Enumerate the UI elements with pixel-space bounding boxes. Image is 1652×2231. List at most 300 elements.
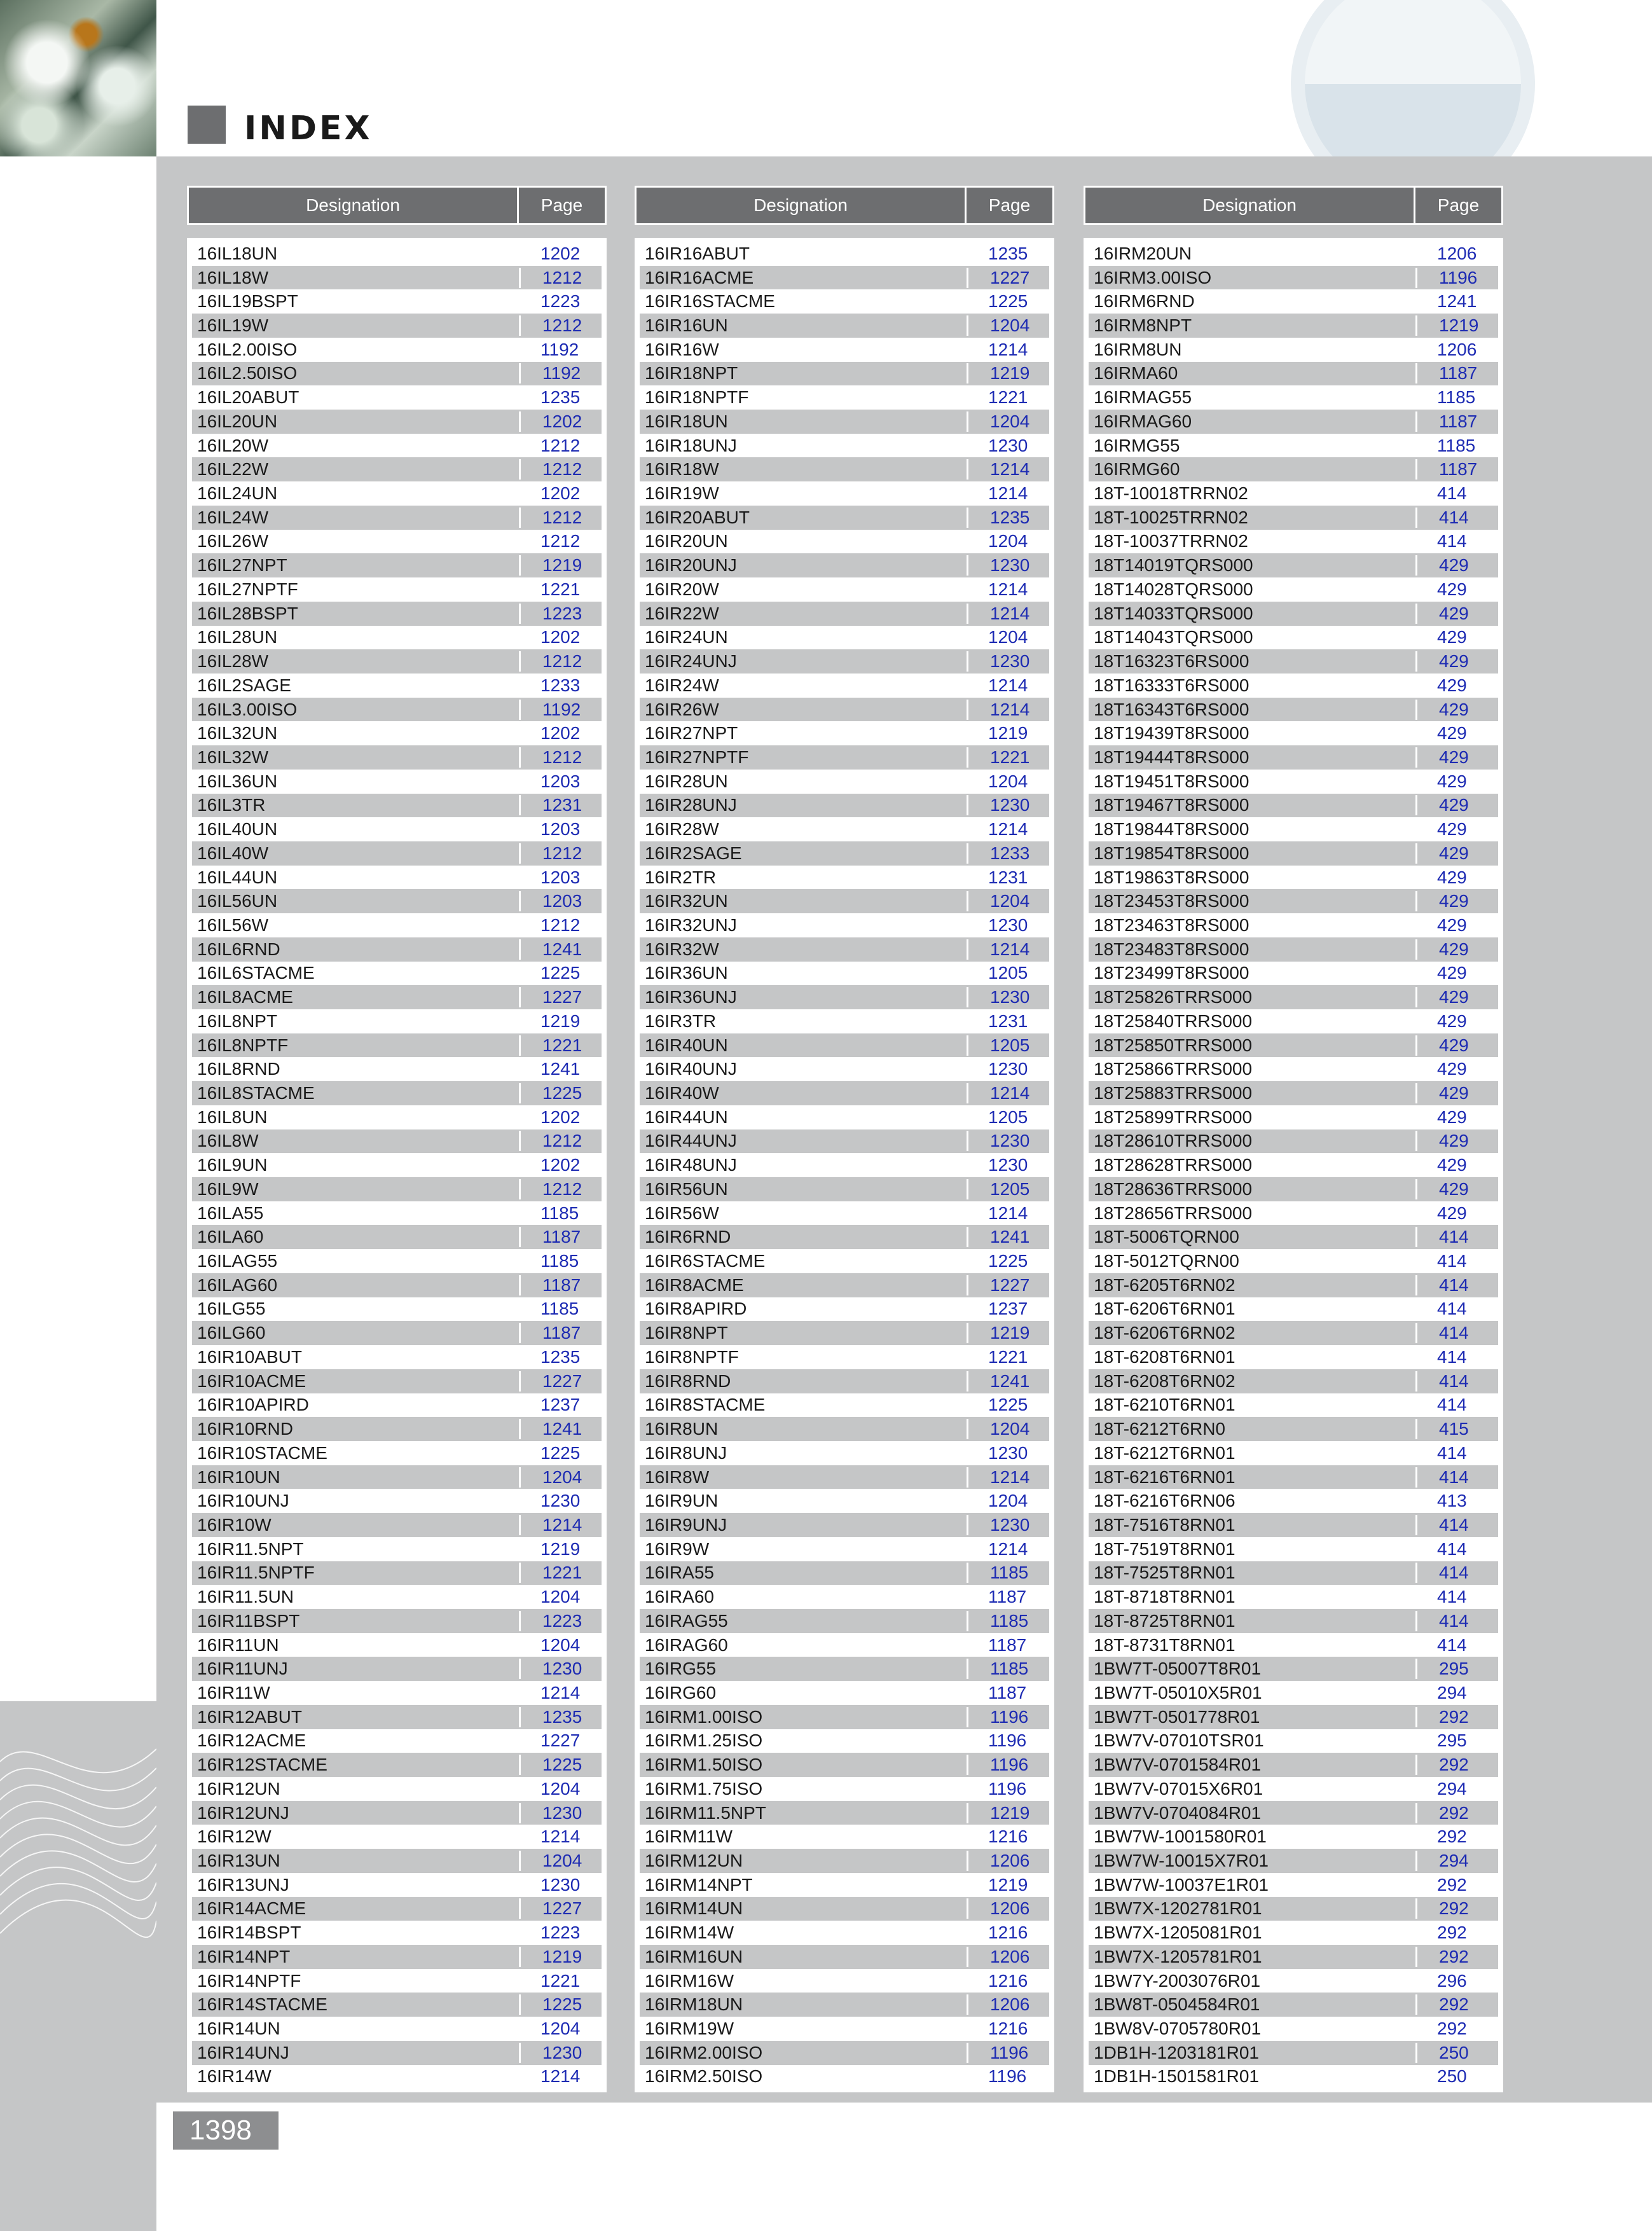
index-row — [640, 1153, 1049, 1177]
designation-cell: 18T28636TRRS000 — [1089, 1179, 1417, 1199]
page-cell[interactable]: 1187 — [988, 1587, 1027, 1607]
designation-cell: 16IL20UN — [192, 411, 521, 432]
index-row — [1089, 1945, 1498, 1969]
page-cell[interactable]: 414 — [1437, 1538, 1467, 1559]
page-cell[interactable]: 429 — [1439, 939, 1469, 959]
index-row — [1089, 1297, 1498, 1322]
page-cell[interactable]: 1223 — [542, 603, 582, 623]
page-cell[interactable]: 1230 — [990, 795, 1030, 815]
page-cell[interactable]: 1227 — [542, 987, 582, 1007]
page-cell[interactable]: 1219 — [542, 1946, 582, 1966]
page-cell[interactable]: 1230 — [988, 1442, 1028, 1463]
designation-cell: 16IR40W — [640, 1083, 968, 1103]
page-cell[interactable]: 1196 — [1439, 267, 1478, 287]
page-cell[interactable]: 1231 — [988, 1011, 1028, 1031]
page-cell[interactable]: 429 — [1439, 987, 1469, 1007]
page-cell[interactable]: 414 — [1437, 1634, 1467, 1655]
designation-cell: 18T25840TRRS000 — [1094, 1011, 1253, 1031]
page-cell[interactable]: 1241 — [1437, 291, 1477, 312]
page-cell[interactable]: 292 — [1437, 2019, 1467, 2039]
page-cell[interactable]: 1235 — [990, 507, 1030, 527]
index-row — [1089, 457, 1498, 481]
page-cell[interactable]: 1221 — [988, 1346, 1028, 1367]
page-cell[interactable]: 1206 — [990, 1851, 1030, 1871]
page-cell[interactable]: 1230 — [542, 1802, 582, 1823]
page-cell[interactable]: 1212 — [542, 507, 582, 527]
page-cell[interactable]: 1212 — [540, 435, 581, 455]
page-cell[interactable]: 1214 — [988, 579, 1028, 599]
page-cell[interactable]: 1204 — [540, 1778, 581, 1799]
page-cell[interactable]: 1212 — [542, 267, 582, 287]
page-cell[interactable]: 1192 — [542, 699, 581, 719]
page-cell[interactable]: 414 — [1439, 1274, 1469, 1295]
page-cell[interactable]: 1231 — [542, 795, 582, 815]
page-cell[interactable]: 1202 — [542, 411, 582, 431]
designation-cell: 16IRM19W — [645, 2019, 734, 2039]
designation-cell: 16IR10ACME — [192, 1371, 521, 1392]
page-cell[interactable]: 1204 — [542, 1467, 582, 1487]
page-cell[interactable]: 429 — [1439, 603, 1469, 623]
page-cell[interactable]: 1219 — [540, 1538, 581, 1559]
page-cell[interactable]: 1221 — [542, 1563, 582, 1583]
page-cell[interactable]: 1204 — [542, 1851, 582, 1871]
page-cell[interactable]: 1219 — [988, 723, 1028, 743]
index-row — [192, 1801, 602, 1825]
page-cell[interactable]: 1227 — [542, 1371, 582, 1391]
page-cell[interactable]: 1230 — [988, 435, 1028, 455]
page-cell[interactable]: 429 — [1437, 1155, 1467, 1175]
designation-cell: 16IR8ACME — [640, 1275, 968, 1295]
page-cell[interactable]: 1206 — [990, 1994, 1030, 2015]
page-cell[interactable]: 1235 — [540, 1346, 581, 1367]
page-cell[interactable]: 429 — [1439, 1083, 1469, 1103]
page-cell[interactable]: 1187 — [542, 1323, 581, 1343]
index-row — [640, 1897, 1049, 1921]
page-cell[interactable]: 292 — [1439, 1994, 1469, 2015]
page-cell[interactable]: 1212 — [542, 459, 582, 480]
page-cell[interactable]: 1185 — [990, 1563, 1029, 1583]
page-cell[interactable]: 1204 — [988, 1491, 1028, 1511]
page-cell[interactable]: 414 — [1437, 1395, 1467, 1415]
page-cell[interactable]: 1231 — [988, 867, 1028, 887]
page-cell[interactable]: 1204 — [540, 1587, 581, 1607]
designation-cell: 16IR10RND — [192, 1419, 521, 1439]
page-cell[interactable]: 1204 — [990, 411, 1030, 431]
designation-cell: 16IRM1.50ISO — [640, 1755, 968, 1775]
page-cell[interactable]: 1216 — [988, 2019, 1028, 2039]
designation-cell: 18T19863T8RS000 — [1094, 867, 1249, 887]
page-cell[interactable]: 1214 — [988, 1538, 1028, 1559]
page-cell[interactable]: 414 — [1437, 1346, 1467, 1367]
page-cell[interactable]: 414 — [1437, 1251, 1467, 1271]
page-cell[interactable]: 292 — [1437, 1827, 1467, 1847]
page-cell[interactable]: 1202 — [540, 627, 581, 647]
page-cell[interactable]: 1230 — [990, 1514, 1030, 1535]
page-cell[interactable]: 1203 — [540, 867, 581, 887]
index-row — [640, 1177, 1049, 1201]
page-cell[interactable]: 1230 — [988, 915, 1028, 935]
page-cell[interactable]: 292 — [1437, 1874, 1467, 1895]
page-cell[interactable]: 1187 — [1439, 459, 1478, 480]
page-cell[interactable]: 1241 — [990, 1227, 1030, 1247]
designation-cell: 18T-6206T6RN02 — [1089, 1323, 1417, 1343]
page-cell[interactable]: 1221 — [990, 747, 1030, 767]
page-cell[interactable]: 1230 — [990, 1131, 1030, 1151]
page-cell[interactable]: 1205 — [990, 1178, 1030, 1199]
page-cell[interactable]: 1196 — [990, 1755, 1029, 1775]
page-cell[interactable]: 429 — [1437, 627, 1467, 647]
designation-cell: 16IL26W — [197, 531, 269, 551]
designation-cell: 16IR24W — [645, 675, 719, 695]
page-cell[interactable]: 1219 — [990, 1323, 1030, 1343]
index-row — [1089, 1705, 1498, 1729]
page-cell[interactable]: 1196 — [988, 1778, 1027, 1799]
designation-cell: 18T-7525T8RN01 — [1089, 1563, 1417, 1583]
page-cell[interactable]: 1221 — [988, 387, 1028, 408]
page-cell[interactable]: 429 — [1439, 699, 1469, 719]
page-cell[interactable]: 1185 — [990, 1659, 1029, 1679]
page-cell[interactable]: 429 — [1437, 867, 1467, 887]
page-cell[interactable]: 1230 — [542, 2042, 582, 2062]
page-cell[interactable]: 1204 — [540, 2019, 581, 2039]
index-row — [640, 602, 1049, 626]
index-row — [1089, 1753, 1498, 1777]
index-row — [640, 1057, 1049, 1081]
page-cell[interactable]: 1206 — [1437, 243, 1477, 263]
designation-cell: 1BW7W-10015X7R01 — [1089, 1851, 1417, 1871]
page-cell[interactable]: 1185 — [1437, 387, 1476, 408]
page-cell[interactable]: 1212 — [540, 915, 581, 935]
page-cell[interactable]: 1230 — [990, 555, 1030, 576]
page-cell[interactable]: 1219 — [1439, 315, 1479, 336]
page-cell[interactable]: 429 — [1439, 1178, 1469, 1199]
page-cell[interactable]: 414 — [1439, 1227, 1469, 1247]
page-cell[interactable]: 1223 — [540, 291, 581, 312]
designation-cell: 18T14043TQRS000 — [1094, 627, 1253, 647]
index-row — [640, 2065, 1049, 2089]
designation-cell: 16IRM14NPT — [645, 1874, 753, 1895]
page-cell[interactable]: 1192 — [542, 363, 581, 383]
page-cell[interactable]: 429 — [1437, 579, 1467, 599]
page-cell[interactable]: 414 — [1437, 1587, 1467, 1607]
page-cell[interactable]: 1192 — [540, 339, 579, 359]
page-cell[interactable]: 1214 — [990, 699, 1030, 719]
page-cell[interactable]: 414 — [1437, 531, 1467, 551]
page-cell[interactable]: 429 — [1439, 843, 1469, 863]
designation-cell: 16IR19W — [645, 483, 719, 504]
page-cell[interactable]: 292 — [1439, 1898, 1469, 1919]
page-cell[interactable]: 1205 — [990, 1035, 1030, 1055]
index-row — [192, 1633, 602, 1657]
page-cell[interactable]: 1196 — [988, 2066, 1027, 2087]
page-cell[interactable]: 1204 — [988, 627, 1028, 647]
index-row — [1089, 434, 1498, 458]
index-row — [1089, 698, 1498, 722]
page-cell[interactable]: 1214 — [990, 603, 1030, 623]
page-cell[interactable]: 1221 — [542, 1035, 582, 1055]
page-cell[interactable]: 1235 — [542, 1706, 582, 1727]
page-cell[interactable]: 414 — [1437, 1299, 1467, 1319]
index-row — [640, 1633, 1049, 1657]
page-cell[interactable]: 1221 — [540, 1970, 581, 1991]
page-cell[interactable]: 1214 — [988, 819, 1028, 839]
page-cell[interactable]: 415 — [1439, 1419, 1469, 1439]
page-cell[interactable]: 1214 — [540, 2066, 581, 2087]
page-cell[interactable]: 1230 — [988, 1059, 1028, 1079]
page-cell[interactable]: 250 — [1439, 2042, 1469, 2062]
page-cell[interactable]: 294 — [1437, 1682, 1467, 1703]
page-cell[interactable]: 414 — [1439, 1371, 1469, 1391]
index-row — [1089, 1465, 1498, 1489]
page-cell[interactable]: 1187 — [1439, 411, 1478, 431]
page-cell[interactable]: 1214 — [988, 675, 1028, 695]
page-cell[interactable]: 1206 — [990, 1898, 1030, 1919]
page-cell[interactable]: 1219 — [990, 363, 1030, 383]
page-cell[interactable]: 1227 — [990, 267, 1030, 287]
page-cell[interactable]: 1219 — [988, 1874, 1028, 1895]
page-cell[interactable]: 1230 — [990, 987, 1030, 1007]
page-cell[interactable]: 1196 — [988, 1730, 1027, 1751]
page-cell[interactable]: 295 — [1437, 1730, 1467, 1751]
page-cell[interactable]: 1212 — [542, 843, 582, 863]
designation-cell: 16IR40UNJ — [645, 1059, 737, 1079]
page-cell[interactable]: 1227 — [990, 1274, 1030, 1295]
page-cell[interactable]: 1225 — [542, 1083, 582, 1103]
designation-cell: 16IRM18UN — [640, 1994, 968, 2015]
page-cell[interactable]: 1219 — [990, 1802, 1030, 1823]
page-cell[interactable]: 1227 — [540, 1730, 581, 1751]
page-cell[interactable]: 1212 — [542, 651, 582, 672]
page-cell[interactable]: 294 — [1439, 1851, 1469, 1871]
page-cell[interactable]: 1185 — [1437, 435, 1476, 455]
page-cell[interactable]: 1216 — [988, 1923, 1028, 1943]
page-cell[interactable]: 1214 — [990, 939, 1030, 959]
index-row — [640, 314, 1049, 338]
page-cell[interactable]: 429 — [1437, 723, 1467, 743]
page-cell[interactable]: 1206 — [990, 1946, 1030, 1966]
page-cell[interactable]: 1204 — [988, 771, 1028, 791]
page-cell[interactable]: 292 — [1439, 1706, 1469, 1727]
page-cell[interactable]: 429 — [1439, 795, 1469, 815]
page-cell[interactable]: 1204 — [990, 891, 1030, 911]
page-cell[interactable]: 429 — [1437, 675, 1467, 695]
index-row — [640, 1513, 1049, 1537]
page-cell[interactable]: 1219 — [540, 1011, 581, 1031]
index-row — [1089, 770, 1498, 794]
page-cell[interactable]: 1219 — [542, 555, 582, 576]
page-cell[interactable]: 1202 — [540, 1107, 581, 1127]
page-cell[interactable]: 1214 — [540, 1827, 581, 1847]
page-cell[interactable]: 1196 — [990, 2042, 1029, 2062]
page-cell[interactable]: 1187 — [542, 1227, 581, 1247]
page-cell[interactable]: 1230 — [990, 651, 1030, 672]
page-cell[interactable]: 292 — [1439, 1755, 1469, 1775]
page-cell[interactable]: 1203 — [542, 891, 582, 911]
page-cell[interactable]: 1212 — [542, 1131, 582, 1151]
page-cell[interactable]: 1237 — [988, 1299, 1028, 1319]
page-cell[interactable]: 1187 — [1439, 363, 1478, 383]
index-row — [1089, 338, 1498, 362]
page-cell[interactable]: 1187 — [988, 1634, 1027, 1655]
page-cell[interactable]: 1185 — [540, 1203, 579, 1223]
designation-cell: 1DB1H-1501581R01 — [1094, 2066, 1259, 2087]
page-cell[interactable]: 1225 — [988, 291, 1028, 312]
page-cell[interactable]: 1205 — [988, 1107, 1028, 1127]
designation-cell: 18T-6212T6RN0 — [1089, 1419, 1417, 1439]
page-cell[interactable]: 429 — [1439, 651, 1469, 672]
page-cell[interactable]: 1230 — [540, 1874, 581, 1895]
page-cell[interactable]: 1206 — [1437, 339, 1477, 359]
page-cell[interactable]: 1204 — [990, 1419, 1030, 1439]
page-cell[interactable]: 429 — [1437, 1011, 1467, 1031]
page-cell[interactable]: 1223 — [540, 1923, 581, 1943]
page-cell[interactable]: 1187 — [988, 1682, 1027, 1703]
page-cell[interactable]: 414 — [1439, 1610, 1469, 1631]
page-cell[interactable]: 1225 — [542, 1994, 582, 2015]
index-row — [192, 673, 602, 698]
page-cell[interactable]: 295 — [1439, 1659, 1469, 1679]
index-row — [1089, 1825, 1498, 1849]
page-cell[interactable]: 414 — [1439, 507, 1469, 527]
page-cell[interactable]: 1204 — [990, 315, 1030, 336]
designation-cell: 16IRMA60 — [1089, 363, 1417, 383]
page-cell[interactable]: 1241 — [542, 1419, 582, 1439]
designation-cell: 16IL19BSPT — [197, 291, 298, 312]
page-cell[interactable]: 292 — [1439, 1946, 1469, 1966]
page-cell[interactable]: 429 — [1437, 819, 1467, 839]
index-row — [640, 794, 1049, 818]
page-cell[interactable]: 429 — [1437, 915, 1467, 935]
page-cell[interactable]: 429 — [1439, 747, 1469, 767]
page-cell[interactable]: 1185 — [540, 1299, 579, 1319]
page-cell[interactable]: 1203 — [540, 771, 581, 791]
index-row — [1089, 1321, 1498, 1345]
page-cell[interactable]: 1235 — [988, 243, 1028, 263]
designation-cell: 18T-7519T8RN01 — [1094, 1538, 1236, 1559]
page-cell[interactable]: 1225 — [988, 1251, 1028, 1271]
page-cell[interactable]: 1221 — [540, 579, 581, 599]
page-cell[interactable]: 294 — [1437, 1778, 1467, 1799]
page-cell[interactable]: 1241 — [540, 1059, 581, 1079]
page-cell[interactable]: 1241 — [990, 1371, 1030, 1391]
page-cell[interactable]: 429 — [1439, 891, 1469, 911]
page-cell[interactable]: 1230 — [542, 1659, 582, 1679]
page-cell[interactable]: 1241 — [542, 939, 582, 959]
designation-cell: 16IR18UNJ — [645, 435, 737, 455]
page-cell[interactable]: 1202 — [540, 723, 581, 743]
page-cell[interactable]: 1214 — [988, 1203, 1028, 1223]
page-cell[interactable]: 1230 — [988, 1155, 1028, 1175]
page-cell[interactable]: 1225 — [542, 1755, 582, 1775]
page-cell[interactable]: 414 — [1439, 1514, 1469, 1535]
page-cell[interactable]: 1203 — [540, 819, 581, 839]
index-row — [192, 1153, 602, 1177]
page-cell[interactable]: 429 — [1439, 555, 1469, 576]
page-cell[interactable]: 1212 — [542, 315, 582, 336]
designation-cell: 18T14019TQRS000 — [1089, 555, 1417, 576]
page-cell[interactable]: 1196 — [990, 1706, 1029, 1727]
page-cell[interactable]: 1185 — [990, 1610, 1029, 1631]
page-cell[interactable]: 414 — [1437, 1442, 1467, 1463]
page-cell[interactable]: 1204 — [988, 531, 1028, 551]
page-cell[interactable]: 1214 — [990, 1467, 1030, 1487]
page-cell[interactable]: 1185 — [540, 1251, 579, 1271]
page-cell[interactable]: 1212 — [542, 1178, 582, 1199]
page-cell[interactable]: 414 — [1439, 1563, 1469, 1583]
page-cell[interactable]: 1202 — [540, 483, 581, 504]
page-cell[interactable]: 1214 — [988, 339, 1028, 359]
index-row — [192, 649, 602, 673]
page-cell[interactable]: 292 — [1439, 1802, 1469, 1823]
page-cell[interactable]: 1227 — [542, 1898, 582, 1919]
designation-cell: 16IR2TR — [645, 867, 717, 887]
index-row — [640, 1033, 1049, 1058]
designation-cell: 16IL27NPT — [192, 555, 521, 576]
designation-cell: 1BW7V-0704084R01 — [1089, 1803, 1417, 1823]
page-cell[interactable]: 1230 — [540, 1491, 581, 1511]
column-header — [635, 186, 1054, 225]
page-cell[interactable]: 1214 — [990, 459, 1030, 480]
page-cell[interactable]: 414 — [1437, 483, 1467, 504]
page-cell[interactable]: 429 — [1439, 1131, 1469, 1151]
designation-cell: 16IR36UN — [645, 963, 728, 983]
page-cell[interactable]: 296 — [1437, 1970, 1467, 1991]
page-cell[interactable]: 1225 — [540, 963, 581, 983]
page-cell[interactable]: 429 — [1437, 1059, 1467, 1079]
page-cell[interactable]: 1225 — [540, 1442, 581, 1463]
page-cell[interactable]: 1204 — [540, 1634, 581, 1655]
designation-cell: 16IRAG55 — [640, 1611, 968, 1631]
page-cell[interactable]: 1237 — [540, 1395, 581, 1415]
page-cell[interactable]: 1223 — [542, 1610, 582, 1631]
page-cell[interactable]: 429 — [1437, 1107, 1467, 1127]
page-cell[interactable]: 1214 — [540, 1682, 581, 1703]
page-cell[interactable]: 429 — [1437, 1203, 1467, 1223]
page-cell[interactable]: 414 — [1439, 1323, 1469, 1343]
page-cell[interactable]: 1214 — [542, 1514, 582, 1535]
page-cell[interactable]: 1235 — [540, 387, 581, 408]
page-cell[interactable]: 429 — [1437, 771, 1467, 791]
designation-cell: 16IL18UN — [197, 243, 278, 263]
index-row — [192, 1393, 602, 1418]
page-cell[interactable]: 1233 — [540, 675, 581, 695]
page-cell[interactable]: 1214 — [988, 483, 1028, 504]
index-row — [1089, 1585, 1498, 1609]
page-cell[interactable]: 250 — [1437, 2066, 1467, 2087]
index-row — [192, 1465, 602, 1489]
designation-cell: 16IL8NPTF — [192, 1035, 521, 1056]
designation-cell: 16IR20ABUT — [640, 508, 968, 528]
page-cell[interactable]: 1216 — [988, 1970, 1028, 1991]
page-cell[interactable]: 292 — [1437, 1923, 1467, 1943]
page-cell[interactable]: 1214 — [990, 1083, 1030, 1103]
designation-cell: 18T-6216T6RN06 — [1094, 1491, 1236, 1511]
page-cell[interactable]: 1216 — [988, 1827, 1028, 1847]
page-cell[interactable]: 429 — [1439, 1035, 1469, 1055]
page-cell[interactable]: 1205 — [988, 963, 1028, 983]
page-cell[interactable]: 1187 — [542, 1274, 581, 1295]
page-cell[interactable]: 1225 — [988, 1395, 1028, 1415]
page-cell[interactable]: 1202 — [540, 1155, 581, 1175]
page-cell[interactable]: 429 — [1437, 963, 1467, 983]
page-cell[interactable]: 1212 — [540, 531, 581, 551]
page-cell[interactable]: 1212 — [542, 747, 582, 767]
page-cell[interactable]: 1233 — [990, 843, 1030, 863]
page-cell[interactable]: 414 — [1439, 1467, 1469, 1487]
designation-cell: 16IR10ABUT — [197, 1346, 302, 1367]
page-cell[interactable]: 413 — [1437, 1491, 1467, 1511]
page-cell[interactable]: 1202 — [540, 243, 581, 263]
